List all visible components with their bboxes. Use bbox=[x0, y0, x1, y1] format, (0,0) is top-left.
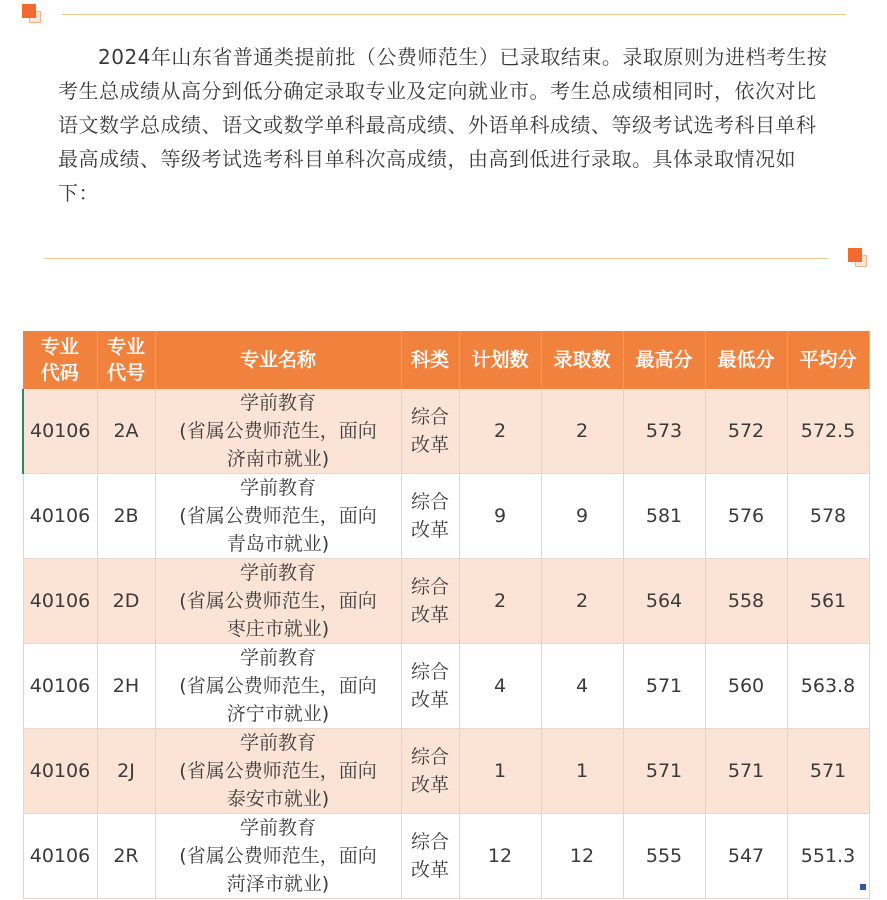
header-name: 专业名称 bbox=[155, 331, 401, 389]
cell-code: 40106 bbox=[23, 474, 97, 559]
cell-code: 40106 bbox=[23, 814, 97, 899]
table-row bbox=[23, 389, 869, 474]
cell-avg: 563.8 bbox=[787, 644, 869, 729]
cell-major-id: 2A bbox=[97, 389, 155, 474]
cell-admitted: 4 bbox=[541, 644, 623, 729]
cell-plan: 1 bbox=[459, 729, 541, 814]
cell-avg: 571 bbox=[787, 729, 869, 814]
cell-plan: 9 bbox=[459, 474, 541, 559]
table-row bbox=[23, 814, 869, 899]
cell-major-id: 2D bbox=[97, 559, 155, 644]
cell-avg: 551.3 bbox=[787, 814, 869, 899]
cell-admitted: 2 bbox=[541, 389, 623, 474]
header-plan: 计划数 bbox=[459, 331, 541, 389]
cell-subject: 综合 改革 bbox=[401, 474, 459, 559]
cell-plan: 2 bbox=[459, 389, 541, 474]
cell-code: 40106 bbox=[23, 559, 97, 644]
admission-table bbox=[22, 331, 870, 899]
cell-min: 572 bbox=[705, 389, 787, 474]
header-min: 最低分 bbox=[705, 331, 787, 389]
table-header-row bbox=[23, 331, 869, 389]
cell-subject: 综合 改革 bbox=[401, 644, 459, 729]
table-row bbox=[23, 729, 869, 814]
cell-min: 560 bbox=[705, 644, 787, 729]
header-avg: 平均分 bbox=[787, 331, 869, 389]
cell-code: 40106 bbox=[23, 729, 97, 814]
cell-major-id: 2B bbox=[97, 474, 155, 559]
middle-divider bbox=[44, 258, 828, 259]
cell-plan: 4 bbox=[459, 644, 541, 729]
cell-major-id: 2R bbox=[97, 814, 155, 899]
cell-major-id: 2H bbox=[97, 644, 155, 729]
cell-name: 学前教育 (省属公费师范生，面向 枣庄市就业) bbox=[155, 559, 401, 644]
cell-subject: 综合 改革 bbox=[401, 389, 459, 474]
cell-admitted: 12 bbox=[541, 814, 623, 899]
orange-square-icon bbox=[22, 4, 40, 22]
cell-name: 学前教育 (省属公费师范生，面向 济宁市就业) bbox=[155, 644, 401, 729]
cell-admitted: 1 bbox=[541, 729, 623, 814]
cell-max: 571 bbox=[623, 729, 705, 814]
header-max: 最高分 bbox=[623, 331, 705, 389]
cell-plan: 2 bbox=[459, 559, 541, 644]
cell-min: 558 bbox=[705, 559, 787, 644]
cell-admitted: 2 bbox=[541, 559, 623, 644]
header-code: 专业 代码 bbox=[23, 331, 97, 389]
cell-plan: 12 bbox=[459, 814, 541, 899]
cell-max: 564 bbox=[623, 559, 705, 644]
orange-square-icon bbox=[848, 248, 866, 266]
cell-max: 581 bbox=[623, 474, 705, 559]
cell-avg: 578 bbox=[787, 474, 869, 559]
resize-corner-icon bbox=[860, 884, 866, 890]
cell-subject: 综合 改革 bbox=[401, 559, 459, 644]
cell-code: 40106 bbox=[23, 389, 97, 474]
cell-avg: 561 bbox=[787, 559, 869, 644]
cell-name: 学前教育 (省属公费师范生，面向 泰安市就业) bbox=[155, 729, 401, 814]
header-subject: 科类 bbox=[401, 331, 459, 389]
table-row bbox=[23, 559, 869, 644]
cell-min: 547 bbox=[705, 814, 787, 899]
table-row bbox=[23, 644, 869, 729]
cell-major-id: 2J bbox=[97, 729, 155, 814]
cell-max: 555 bbox=[623, 814, 705, 899]
cell-subject: 综合 改革 bbox=[401, 814, 459, 899]
cell-admitted: 9 bbox=[541, 474, 623, 559]
cell-avg: 572.5 bbox=[787, 389, 869, 474]
cell-code: 40106 bbox=[23, 644, 97, 729]
cell-max: 573 bbox=[623, 389, 705, 474]
cell-min: 576 bbox=[705, 474, 787, 559]
cell-name: 学前教育 (省属公费师范生，面向 青岛市就业) bbox=[155, 474, 401, 559]
cell-max: 571 bbox=[623, 644, 705, 729]
intro-paragraph: 2024年山东省普通类提前批（公费师范生）已录取结束。录取原则为进档考生按考生总成绩从高分到低分确定录取专业及定向就业市。考生总成绩相同时，依次对比语文数学总成绩、语文或数学单科最高成绩、外语单科成绩、等级考试选考科目单科最高成绩、等级考试选考科目单科次高成绩，由高到低进行录取。具体录取情况如下： bbox=[58, 45, 828, 205]
header-admitted: 录取数 bbox=[541, 331, 623, 389]
cell-name: 学前教育 (省属公费师范生，面向 菏泽市就业) bbox=[155, 814, 401, 899]
cell-name: 学前教育 (省属公费师范生，面向 济南市就业) bbox=[155, 389, 401, 474]
cell-min: 571 bbox=[705, 729, 787, 814]
top-divider bbox=[62, 14, 846, 15]
header-major-id: 专业 代号 bbox=[97, 331, 155, 389]
table-row bbox=[23, 474, 869, 559]
cell-subject: 综合 改革 bbox=[401, 729, 459, 814]
